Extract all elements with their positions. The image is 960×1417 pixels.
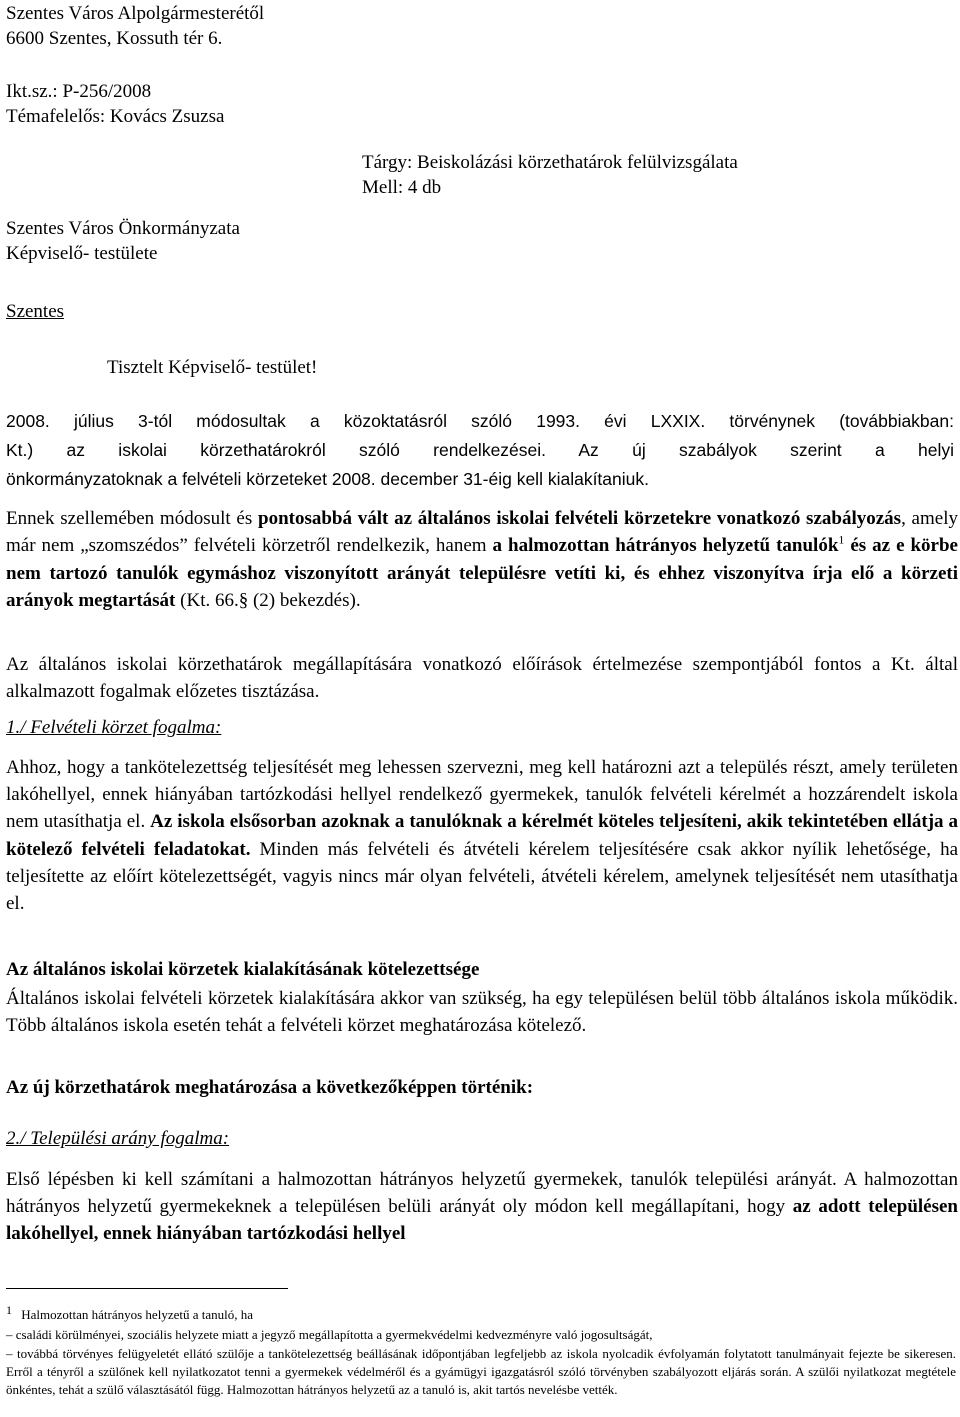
obligation-heading: Az általános iskolai körzetek kialakításának kötelezettsége (6, 959, 480, 980)
paragraph-sign-glyph: § (238, 589, 249, 611)
subject: Tárgy: Beiskolázási körzethatárok felülvizsgálata (362, 152, 738, 173)
s1-emphasis: Az iskola elsősorban azoknak a tanulóknak a kérelmét köteles teljesíteni, akik tekintetében ellátja a kötelező felvételi feladatokat. (6, 811, 958, 860)
sender-line-1: Szentes Város Alpolgármesterétől (6, 3, 265, 24)
file-number: Ikt.sz.: P-256/2008 (6, 81, 152, 102)
paragraph-legal-change (6, 505, 958, 614)
footnote-1 (6, 1303, 254, 1324)
s2-emphasis: az adott településen lakóhellyel, ennek hiányában tartózkodási hellyel (6, 1196, 958, 1245)
s2-text-a: Első lépésben ki kell számítani a halmozottan hátrányos helyzetű gyermekek, tanulók települési arányát. A halmozottan hátrányos helyzetű gyermekeknek a településen belüli arányát oly módon kell megállapítani, hogy (6, 1169, 958, 1218)
p1-text-a: Ennek szellemében módosult és (6, 508, 258, 529)
p1-text-f: (Kt. 66. (175, 589, 239, 611)
footnote-separator (6, 1288, 288, 1289)
intro-line-1: 2008. július 3-tól módosultak a közoktatásról szóló 1993. évi LXXIX. törvénynek (továbbiakban: (6, 411, 954, 431)
section-2-text (6, 1166, 958, 1248)
p1-emphasis-ratio: és az e körbe nem tartozó tanulók egymáshoz viszonyított arányát településre vetíti ki, és ehhez viszonyítva írja elő a körzeti arányok megtartását (6, 535, 958, 611)
footnote-text-3: – továbbá törvényes felügyeletét ellátó szülője a tankötelezettség beállásának időpontjában legfeljebb az iskola nyolcadik évfolyamán folytatott tanulmányait fejezte be sikeresen. Erről a tényről a szülőnek kell nyilatkozatot tenni a gyermekek védelméről és a gyámügyi igazgatásról szóló törvényben szabályozott eljárás során. A szülői nyilatkozat megtétele önkéntes, tehát a szülő választásától függ. Halmozottan hátrányos helyzetű az a tanuló is, akit tartós nevelésbe vették. (6, 1346, 956, 1398)
p1-text-c: , amely már nem „szomszédos” felvételi körzetről rendelkezik, hanem (6, 508, 958, 557)
recipient-line-1: Szentes Város Önkormányzata (6, 218, 240, 239)
officer: Témafelelős: Kovács Zsuzsa (6, 106, 225, 127)
p1-emphasis-rule: pontosabbá vált az általános iskolai felvételi körzetekre vonatkozó szabályozás (258, 508, 902, 529)
sender-address: 6600 Szentes, Kossuth tér 6. (6, 28, 223, 49)
section-1-heading: 1./ Felvételi körzet fogalma: (6, 717, 222, 738)
section-1-text (6, 754, 958, 917)
footnote-text-2: – családi körülményei, szociális helyzete miatt a jegyző megállapította a gyermekvédelmi kedvezményre való jogosultságát, (6, 1327, 653, 1342)
p1-emphasis-students: a halmozottan hátrányos helyzetű tanulók (492, 535, 839, 557)
p1-text-g: (2) bekezdés). (248, 589, 361, 611)
obligation-text: Általános iskolai felvételi körzetek kialakítására akkor van szükség, ha egy településen belül több általános iskola működik. Több általános iskola esetén tehát a felvételi körzet meghatározása kötelező. (6, 988, 958, 1037)
section-2-heading: 2./ Települési arány fogalma: (6, 1128, 230, 1149)
footnote-reference[interactable]: 1 (838, 532, 845, 547)
city: Szentes (6, 301, 65, 322)
footnote-text-1: Halmozottan hátrányos helyzetű a tanuló, ha (21, 1307, 254, 1322)
s1-text-c: Minden más felvételi és átvételi kérelem teljesítésére csak akkor nyílik lehetősége, ha teljesítette az előírt kötelezettségét, vagyis nincs már olyan felvételi, átvételi kérelem, amelynek teljesítését nem utasíthatja el. (6, 838, 958, 915)
intro-line-3: önkormányzatoknak a felvételi körzeteket 2008. december 31-éig kell kialakítaniuk. (6, 469, 649, 489)
paragraph-definitions-intro: Az általános iskolai körzethatárok megállapítására vonatkozó előírások értelmezése szempontjából fontos a Kt. által alkalmazott fogalmak előzetes tisztázása. (6, 654, 958, 702)
salutation: Tisztelt Képviselő- testület! (107, 357, 318, 378)
intro-line-2: Kt.) az iskolai körzethatárokról szóló rendelkezései. Az új szabályok szerint a helyi (6, 440, 954, 460)
new-boundaries-heading: Az új körzethatárok meghatározása a következőképpen történik: (6, 1077, 534, 1098)
attachments: Mell: 4 db (362, 177, 442, 198)
s1-text-a: Ahhoz, hogy a tankötelezettség teljesítését meg lehessen szervezni, meg kell határozni azt a település részt, amely területen lakóhellyel, ennek hiányában tartózkodási hellyel rendelkező gyermekek, tanulók felvételi kérelmét a hozzárendelt iskola nem utasíthatja el. (6, 757, 958, 833)
recipient-line-2: Képviselő- testülete (6, 243, 158, 264)
footnote-mark: 1 (6, 1303, 12, 1317)
